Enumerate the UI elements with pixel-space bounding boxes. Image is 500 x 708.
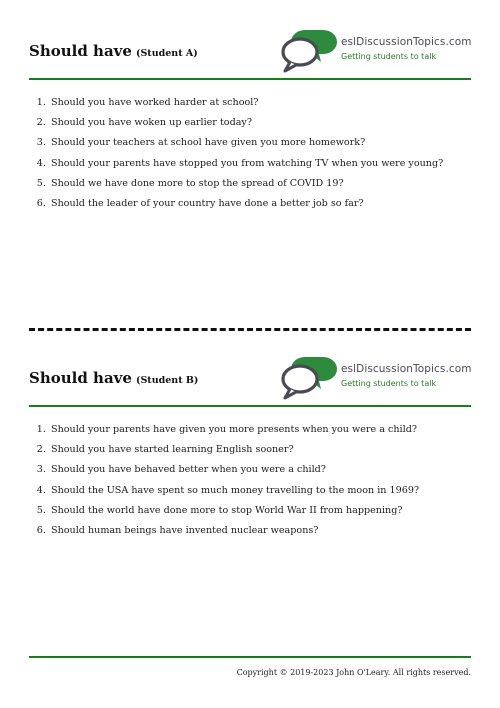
section-student-a bbox=[29, 28, 471, 214]
section-header bbox=[29, 355, 471, 405]
list-item: 4. Should your parents have stopped you from watching TV when you were young? bbox=[49, 154, 471, 174]
brand-tagline: Getting students to talk bbox=[341, 52, 437, 61]
header-divider bbox=[29, 78, 471, 80]
section-title-text: Should have bbox=[29, 369, 132, 387]
list-item: 5. Should we have done more to stop the spread of COVID 19? bbox=[49, 174, 471, 194]
list-item: 2. Should you have started learning English sooner? bbox=[49, 440, 471, 460]
section-subtitle: (Student A) bbox=[135, 48, 198, 59]
list-item: 1. Should you have worked harder at school? bbox=[49, 93, 471, 113]
section-student-b bbox=[29, 355, 471, 541]
list-item: 1. Should your parents have given you more presents when you were a child? bbox=[49, 420, 471, 440]
section-title-text: Should have bbox=[29, 42, 132, 60]
copyright-text: Copyright © 2019-2023 John O'Leary. All rights reserved. bbox=[236, 668, 471, 677]
brand-name: eslDiscussionTopics.com bbox=[341, 36, 472, 48]
list-item: 4. Should the USA have spent so much money travelling to the moon in 1969? bbox=[49, 481, 471, 501]
list-item: 5. Should the world have done more to stop World War II from happening? bbox=[49, 501, 471, 521]
brand-tagline: Getting students to talk bbox=[341, 379, 437, 388]
section-header bbox=[29, 28, 471, 78]
question-list bbox=[29, 420, 471, 541]
brand-logo bbox=[279, 355, 471, 401]
brand-name: eslDiscussionTopics.com bbox=[341, 363, 472, 375]
speech-bubbles-icon bbox=[279, 355, 339, 401]
header-divider bbox=[29, 405, 471, 407]
cut-line bbox=[29, 328, 471, 331]
list-item: 3. Should your teachers at school have given you more homework? bbox=[49, 133, 471, 153]
speech-bubbles-icon bbox=[279, 28, 339, 74]
list-item: 6. Should the leader of your country have done a better job so far? bbox=[49, 194, 471, 214]
brand-logo bbox=[279, 28, 471, 74]
footer-divider bbox=[29, 656, 471, 658]
list-item: 2. Should you have woken up earlier today? bbox=[49, 113, 471, 133]
section-title bbox=[29, 42, 198, 60]
question-list bbox=[29, 93, 471, 214]
list-item: 3. Should you have behaved better when you were a child? bbox=[49, 460, 471, 480]
section-subtitle: (Student B) bbox=[135, 375, 199, 386]
section-title bbox=[29, 369, 198, 387]
list-item: 6. Should human beings have invented nuclear weapons? bbox=[49, 521, 471, 541]
